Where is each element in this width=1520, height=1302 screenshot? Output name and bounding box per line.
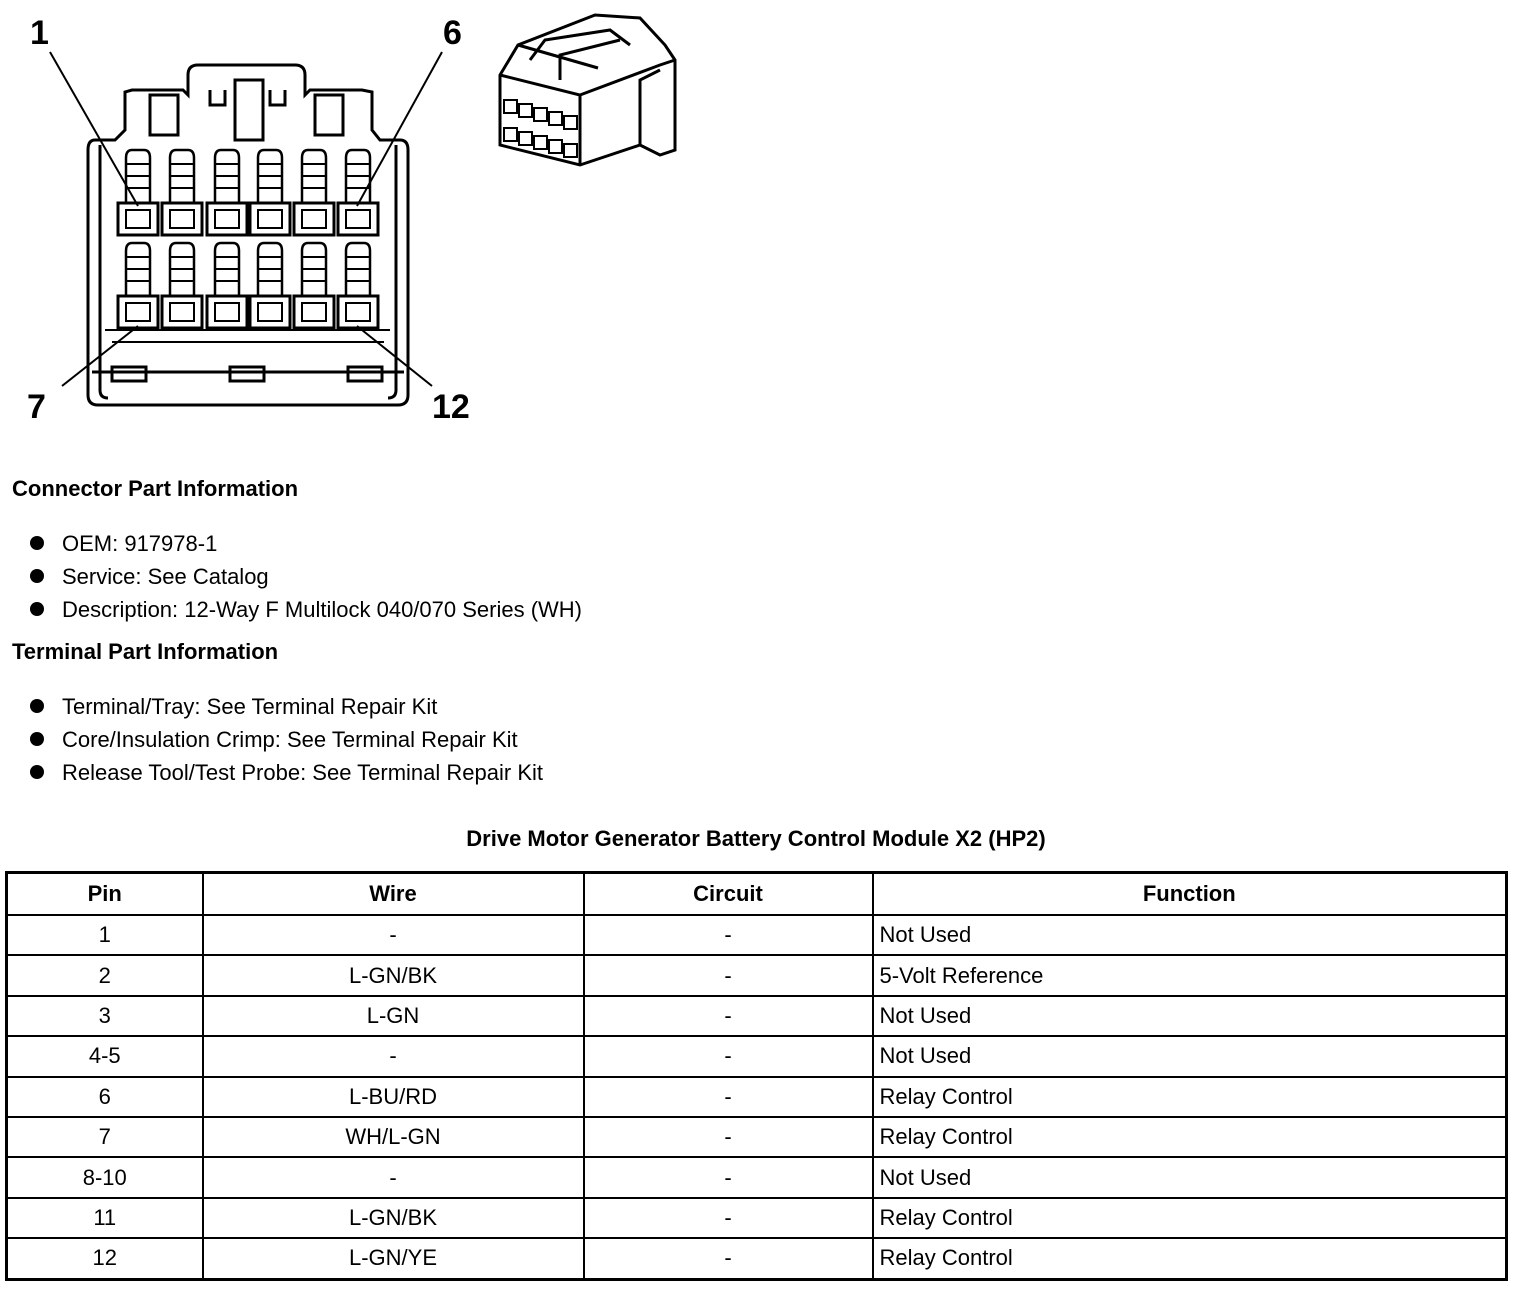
bullet-icon bbox=[30, 765, 44, 779]
wire-cell: L-BU/RD bbox=[203, 1077, 584, 1117]
function-cell: Not Used bbox=[873, 1036, 1507, 1076]
terminal-cavity bbox=[338, 243, 378, 328]
wire-cell: L-GN/YE bbox=[203, 1238, 584, 1279]
terminal-cavity bbox=[338, 150, 378, 235]
table-row bbox=[7, 915, 1507, 955]
wire-cell: - bbox=[203, 915, 584, 955]
list-item: Release Tool/Test Probe: See Terminal Repair Kit bbox=[30, 756, 543, 789]
function-cell: Relay Control bbox=[873, 1198, 1507, 1238]
terminal-part-info-title: Terminal Part Information bbox=[12, 639, 279, 664]
terminal-cavity bbox=[207, 150, 247, 235]
circuit-cell: - bbox=[584, 1036, 873, 1076]
callout-pin-1: 1 bbox=[30, 14, 49, 52]
function-cell: Not Used bbox=[873, 996, 1507, 1036]
pinout-table bbox=[5, 871, 1508, 1281]
connector-part-info-title: Connector Part Information bbox=[12, 476, 299, 501]
terminal-cavity bbox=[250, 150, 290, 235]
wire-cell: L-GN/BK bbox=[203, 955, 584, 995]
function-cell: Not Used bbox=[873, 915, 1507, 955]
terminal-part-info-list bbox=[30, 690, 543, 789]
table-header-row bbox=[7, 873, 1507, 916]
circuit-cell: - bbox=[584, 1198, 873, 1238]
callout-pin-7: 7 bbox=[27, 388, 46, 426]
function-cell: Relay Control bbox=[873, 1238, 1507, 1279]
circuit-cell: - bbox=[584, 915, 873, 955]
pin-cell: 12 bbox=[7, 1238, 203, 1279]
column-header-wire: Wire bbox=[203, 873, 584, 916]
bullet-icon bbox=[30, 602, 44, 616]
bullet-icon bbox=[30, 536, 44, 550]
pin-cell: 1 bbox=[7, 915, 203, 955]
callout-pin-12: 12 bbox=[432, 388, 470, 426]
terminal-cavity bbox=[294, 243, 334, 328]
bullet-icon bbox=[30, 699, 44, 713]
callout-pin-6: 6 bbox=[443, 14, 462, 52]
wire-cell: - bbox=[203, 1157, 584, 1197]
column-header-pin: Pin bbox=[7, 873, 203, 916]
wire-cell: L-GN bbox=[203, 996, 584, 1036]
wire-cell: L-GN/BK bbox=[203, 1198, 584, 1238]
terminal-cavity bbox=[250, 243, 290, 328]
circuit-cell: - bbox=[584, 1238, 873, 1279]
table-row bbox=[7, 1077, 1507, 1117]
connector-isometric-view bbox=[500, 15, 675, 165]
circuit-cell: - bbox=[584, 955, 873, 995]
list-item: OEM: 917978-1 bbox=[30, 527, 582, 560]
pin-cell: 2 bbox=[7, 955, 203, 995]
wire-cell: - bbox=[203, 1036, 584, 1076]
terminal-cavities bbox=[118, 150, 378, 328]
terminal-cavity bbox=[207, 243, 247, 328]
bullet-icon bbox=[30, 732, 44, 746]
table-row bbox=[7, 1198, 1507, 1238]
column-header-circuit: Circuit bbox=[584, 873, 873, 916]
list-item: Description: 12-Way F Multilock 040/070 Series (WH) bbox=[30, 593, 582, 626]
wire-cell: WH/L-GN bbox=[203, 1117, 584, 1157]
table-row bbox=[7, 955, 1507, 995]
terminal-cavity bbox=[294, 150, 334, 235]
pin-cell: 4-5 bbox=[7, 1036, 203, 1076]
pin-cell: 11 bbox=[7, 1198, 203, 1238]
function-cell: 5-Volt Reference bbox=[873, 955, 1507, 995]
circuit-cell: - bbox=[584, 1117, 873, 1157]
column-header-function: Function bbox=[873, 873, 1507, 916]
terminal-cavity bbox=[118, 243, 158, 328]
pin-cell: 3 bbox=[7, 996, 203, 1036]
list-item: Service: See Catalog bbox=[30, 560, 582, 593]
table-row bbox=[7, 996, 1507, 1036]
list-item: Terminal/Tray: See Terminal Repair Kit bbox=[30, 690, 543, 723]
table-row bbox=[7, 1157, 1507, 1197]
terminal-cavity bbox=[118, 150, 158, 235]
circuit-cell: - bbox=[584, 1157, 873, 1197]
table-title: Drive Motor Generator Battery Control Module X2 (HP2) bbox=[466, 826, 1046, 851]
terminal-cavity bbox=[162, 150, 202, 235]
list-item: Core/Insulation Crimp: See Terminal Repair Kit bbox=[30, 723, 543, 756]
function-cell: Relay Control bbox=[873, 1117, 1507, 1157]
connector-diagram bbox=[0, 0, 700, 440]
connector-part-info-list bbox=[30, 527, 582, 626]
function-cell: Not Used bbox=[873, 1157, 1507, 1197]
bullet-icon bbox=[30, 569, 44, 583]
table-row bbox=[7, 1036, 1507, 1076]
terminal-cavity bbox=[162, 243, 202, 328]
pin-cell: 8-10 bbox=[7, 1157, 203, 1197]
circuit-cell: - bbox=[584, 1077, 873, 1117]
function-cell: Relay Control bbox=[873, 1077, 1507, 1117]
pin-cell: 6 bbox=[7, 1077, 203, 1117]
table-row bbox=[7, 1238, 1507, 1279]
circuit-cell: - bbox=[584, 996, 873, 1036]
pin-cell: 7 bbox=[7, 1117, 203, 1157]
table-row bbox=[7, 1117, 1507, 1157]
